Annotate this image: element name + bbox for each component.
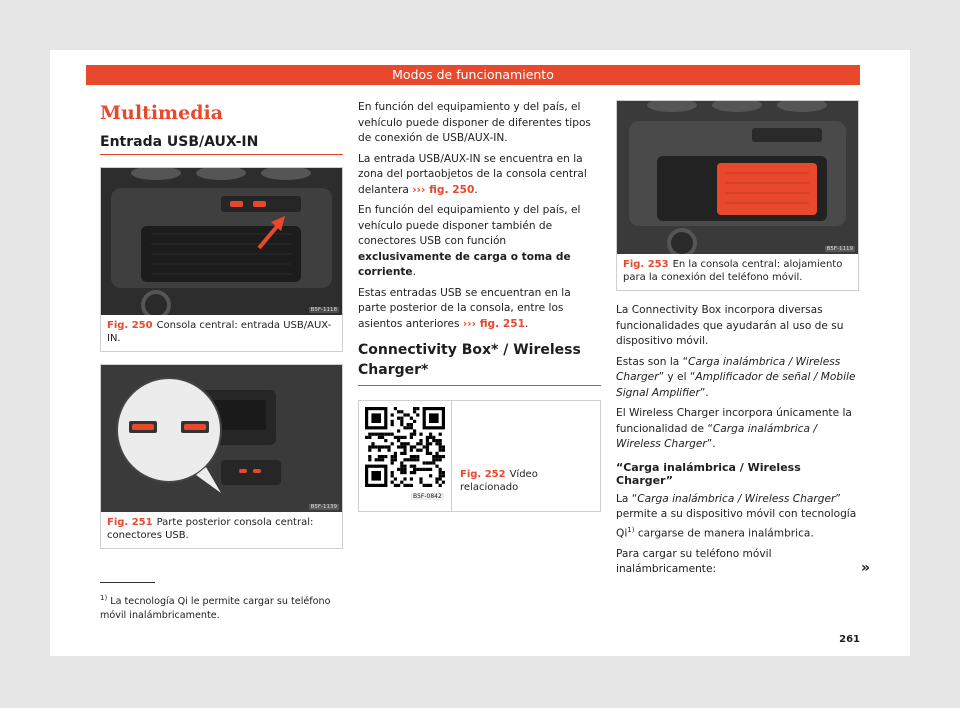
qr-code[interactable] xyxy=(359,401,451,511)
paragraph: En función del equipamiento y del país, el vehículo puede disponer también de conectores USB con función exclusivamente de carga o toma de corriente. xyxy=(358,204,581,278)
figure-caption: Fig. 250 Consola central: entrada USB/AUX-IN. xyxy=(107,320,332,344)
column-right xyxy=(616,100,859,583)
figure-link[interactable]: ››› fig. 250 xyxy=(412,183,475,196)
wireless-charger-illustration xyxy=(617,101,858,254)
paragraph: El Wireless Charger incorpora únicamente la funcionalidad de “Carga inalámbrica / Wireless Charger”. xyxy=(616,407,852,450)
figure-code: B5F-1119 xyxy=(826,246,853,252)
figure-code: B5F-1139 xyxy=(310,504,337,510)
figure-252 xyxy=(358,400,601,512)
figure-251 xyxy=(100,364,343,549)
subheading: “Carga inalámbrica / Wireless Charger” xyxy=(616,460,801,487)
continue-marker: » xyxy=(860,560,870,576)
paragraph: Para cargar su teléfono móvil inalámbricamente: xyxy=(616,547,772,576)
paragraph: Estas entradas USB se encuentran en la parte posterior de la consola, entre los asientos anteriores ››› fig. 251. xyxy=(358,286,571,330)
figure-link[interactable]: ››› fig. 251 xyxy=(462,317,525,330)
column-left xyxy=(100,100,343,549)
rear-usb-console-photo xyxy=(101,365,342,512)
figure-caption: Fig. 253 En la consola central: alojamiento para la conexión del teléfono móvil. xyxy=(623,259,843,283)
paragraph: La Connectivity Box incorpora diversas funcionalidades que ayudarán al uso de su dispositivo móvil. xyxy=(616,304,844,347)
rear-console-illustration xyxy=(101,365,342,512)
footnote: $^{1)}$ La tecnología Qi le permite cargar su teléfono móvil inalámbricamente. xyxy=(100,594,331,622)
usb-aux-console-photo xyxy=(101,168,342,315)
paragraph: Estas son la “Carga inalámbrica / Wireless Charger” y el “Amplificador de señal / Mobile Signal Amplifier”. xyxy=(616,355,856,399)
figure-code: B5F-0842 xyxy=(413,493,442,500)
paragraph: La entrada USB/AUX-IN se encuentra en la zona del portaobjetos de la consola central delantera ››› fig. 250. xyxy=(358,152,587,196)
subsection-title: Connectivity Box* / Wireless Charger* xyxy=(358,340,601,386)
footnote-divider xyxy=(100,582,155,583)
figure-code: B5F-1118 xyxy=(310,307,337,313)
figure-253 xyxy=(616,100,859,291)
section-title: Multimedia xyxy=(100,102,224,124)
subsection-title: Entrada USB/AUX-IN xyxy=(100,134,343,155)
column-middle xyxy=(358,100,601,512)
paragraph: En función del equipamiento y del país, el vehículo puede disponer de diferentes tipos de conexión de USB/AUX-IN. xyxy=(358,101,591,144)
manual-page xyxy=(50,50,910,656)
figure-caption: Fig. 251 Parte posterior consola central: conectores USB. xyxy=(107,517,314,541)
qr-code-image xyxy=(365,407,445,487)
page-number: 261 xyxy=(839,634,860,645)
paragraph: La “Carga inalámbrica / Wireless Charger” permite a su dispositivo móvil con tecnología Qi$^{1)}$ cargarse de manera inalámbrica. xyxy=(616,492,857,540)
figure-250 xyxy=(100,167,343,352)
footnote-ref[interactable]: 1) xyxy=(627,525,635,534)
wireless-charger-photo xyxy=(617,101,858,254)
chapter-header: Modos de funcionamiento xyxy=(86,65,860,85)
console-illustration xyxy=(101,168,342,315)
figure-caption: Fig. 252 Vídeo relacionado xyxy=(451,401,600,511)
